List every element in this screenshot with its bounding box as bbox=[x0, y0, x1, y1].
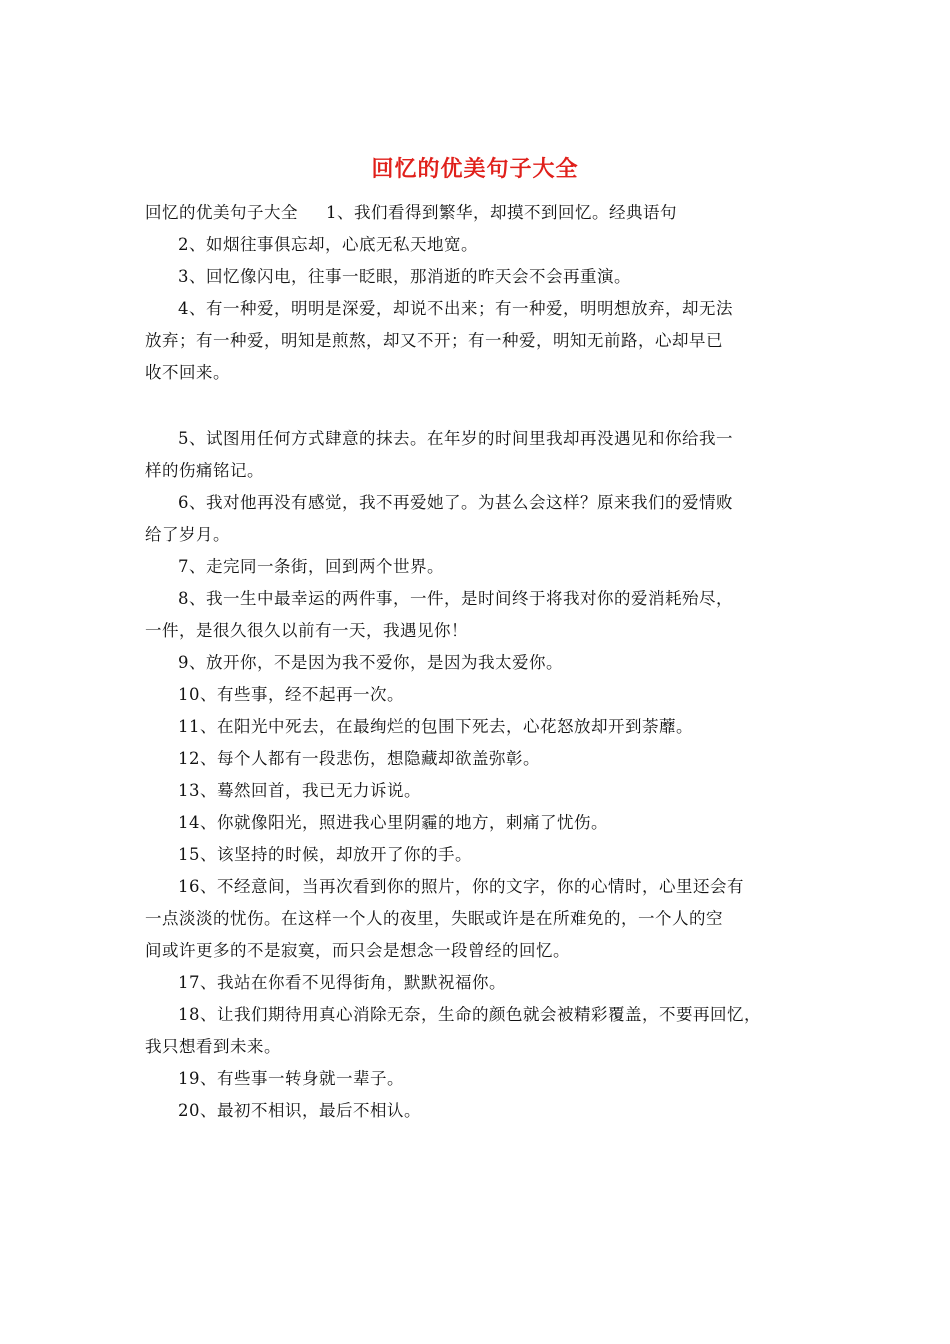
paragraph-line: 4、有一种爱，明明是深爱，却说不出来；有一种爱，明明想放弃，却无法 bbox=[178, 299, 733, 318]
paragraph-line: 给了岁月。 bbox=[145, 525, 230, 544]
paragraph-15 bbox=[145, 839, 820, 871]
document-title: 回忆的优美句子大全 bbox=[371, 156, 579, 182]
paragraph-4 bbox=[145, 293, 820, 389]
paragraph-text: 15、该坚持的时候，却放开了你的手。 bbox=[178, 845, 472, 864]
paragraph-text: 12、每个人都有一段悲伤，想隐藏却欲盖弥彰。 bbox=[178, 749, 540, 768]
paragraph-text: 13、蓦然回首，我已无力诉说。 bbox=[178, 781, 421, 800]
paragraph-line: 我只想看到未来。 bbox=[145, 1037, 281, 1056]
paragraph-text: 17、我站在你看不见得街角，默默祝福你。 bbox=[178, 973, 506, 992]
paragraph-text: 20、最初不相识，最后不相认。 bbox=[178, 1101, 421, 1120]
paragraph-16 bbox=[145, 871, 820, 967]
paragraph-10 bbox=[145, 679, 820, 711]
paragraph-line: 6、我对他再没有感觉，我不再爱她了。为甚么会这样？原来我们的爱情败 bbox=[178, 493, 733, 512]
paragraph-line: 放弃；有一种爱，明知是煎熬，却又不开；有一种爱，明知无前路，心却早已 bbox=[145, 331, 723, 350]
paragraph-9 bbox=[145, 647, 820, 679]
paragraph-18 bbox=[145, 999, 820, 1063]
paragraph-text: 3、回忆像闪电，往事一眨眼，那消逝的昨天会不会再重演。 bbox=[178, 267, 631, 286]
paragraph-5 bbox=[145, 423, 820, 487]
paragraph-3 bbox=[145, 261, 820, 293]
paragraph-line: 一件，是很久很久以前有一天，我遇见你！ bbox=[145, 621, 468, 640]
paragraph-text: 11、在阳光中死去，在最绚烂的包围下死去，心花怒放却开到荼蘼。 bbox=[178, 717, 693, 736]
intro-label: 回忆的优美句子大全 bbox=[145, 203, 298, 222]
paragraph-text: 10、有些事，经不起再一次。 bbox=[178, 685, 404, 704]
paragraph-text: 1、我们看得到繁华，却摸不到回忆。经典语句 bbox=[326, 203, 677, 222]
paragraph-11 bbox=[145, 711, 820, 743]
paragraph-19 bbox=[145, 1063, 820, 1095]
paragraph-6 bbox=[145, 487, 820, 551]
blank-line bbox=[145, 389, 820, 423]
paragraph-text: 7、走完同一条街，回到两个世界。 bbox=[178, 557, 444, 576]
paragraph-text: 19、有些事一转身就一辈子。 bbox=[178, 1069, 404, 1088]
paragraph-text: 2、如烟往事俱忘却，心底无私天地宽。 bbox=[178, 235, 478, 254]
paragraph-line: 5、试图用任何方式肆意的抹去。在年岁的时间里我却再没遇见和你给我一 bbox=[178, 429, 733, 448]
paragraph-line: 样的伤痛铭记。 bbox=[145, 461, 264, 480]
paragraph-text: 14、你就像阳光，照进我心里阴霾的地方，刺痛了忧伤。 bbox=[178, 813, 608, 832]
paragraph-14 bbox=[145, 807, 820, 839]
paragraph-2 bbox=[145, 229, 820, 261]
paragraph-8 bbox=[145, 583, 820, 647]
paragraph-line: 18、让我们期待用真心消除无奈，生命的颜色就会被精彩覆盖，不要再回忆， bbox=[178, 1005, 761, 1024]
paragraph-line: 一点淡淡的忧伤。在这样一个人的夜里，失眠或许是在所难免的，一个人的空 bbox=[145, 909, 723, 928]
document-body bbox=[145, 197, 820, 1127]
paragraph-7 bbox=[145, 551, 820, 583]
paragraph-17 bbox=[145, 967, 820, 999]
paragraph-line: 收不回来。 bbox=[145, 363, 230, 382]
paragraph-20 bbox=[145, 1095, 820, 1127]
paragraph-line: 8、我一生中最幸运的两件事，一件，是时间终于将我对你的爱消耗殆尽， bbox=[178, 589, 733, 608]
paragraph-line: 间或许更多的不是寂寞，而只会是想念一段曾经的回忆。 bbox=[145, 941, 570, 960]
paragraph-12 bbox=[145, 743, 820, 775]
paragraph-line: 16、不经意间，当再次看到你的照片，你的文字，你的心情时，心里还会有 bbox=[178, 877, 744, 896]
paragraph-1 bbox=[145, 197, 820, 229]
paragraph-text: 9、放开你，不是因为我不爱你，是因为我太爱你。 bbox=[178, 653, 563, 672]
paragraph-13 bbox=[145, 775, 820, 807]
